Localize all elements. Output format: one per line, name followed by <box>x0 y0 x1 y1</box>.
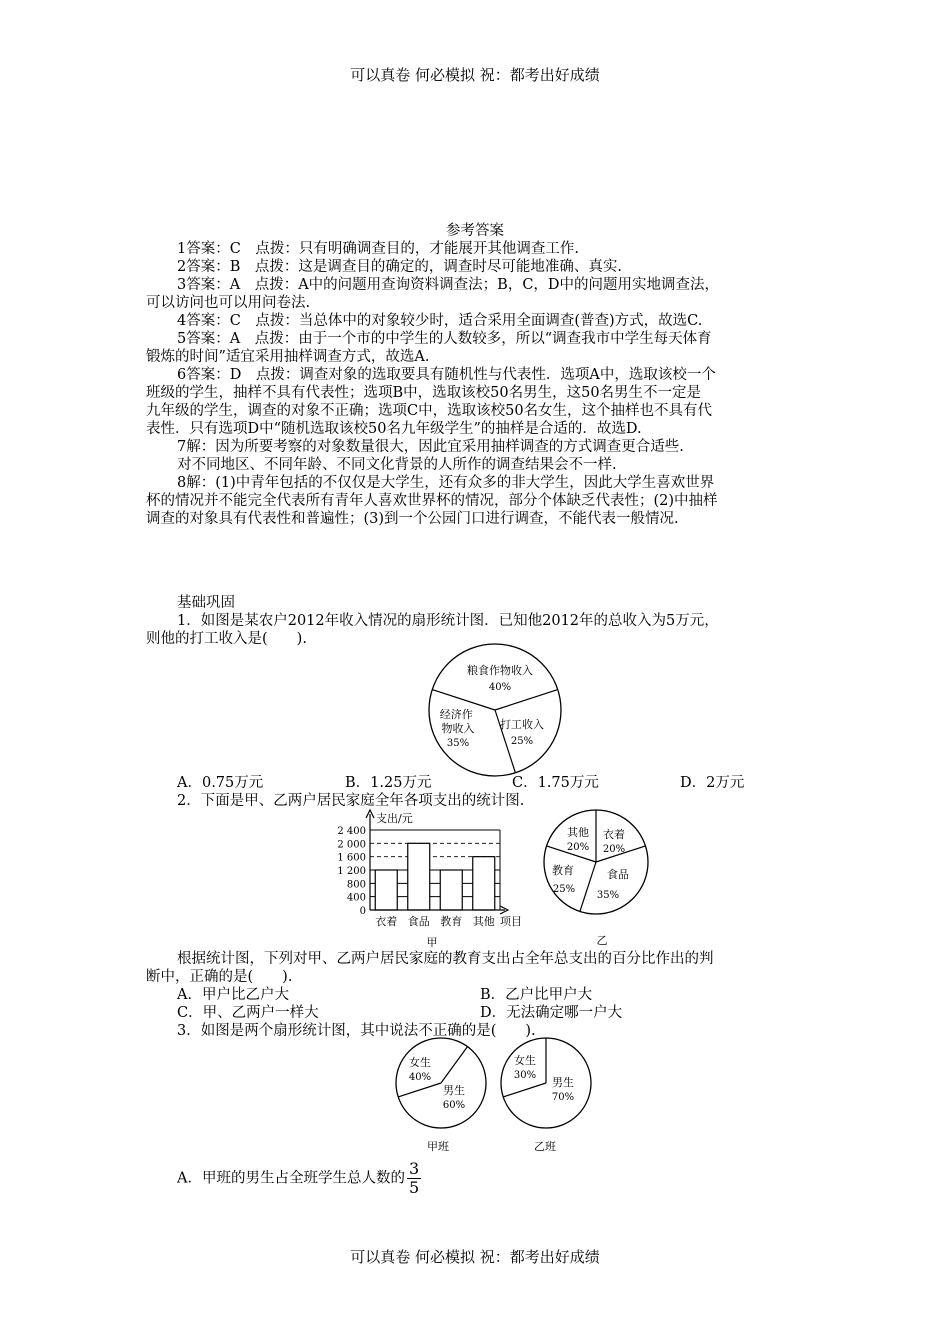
answer-line: 表性．只有选项D中“随机选取该校50名九年级学生”的抽样是合适的．故选D. <box>146 421 642 437</box>
chart-caption: 乙班 <box>534 1140 556 1153</box>
q2-text1: 根据统计图，下列对甲、乙两户居民家庭的教育支出占全年总支出的百分比作出的判 <box>177 951 714 967</box>
slice-value: 40% <box>488 682 512 693</box>
q3-line1: 3．如图是两个扇形统计图，其中说法不正确的是( ). <box>177 1023 536 1039</box>
slice-label-line: 物收入 <box>441 722 475 735</box>
bar-教育 <box>440 870 462 910</box>
q3-option-a-text: A．甲班的男生占全班学生总人数的 <box>177 1170 405 1187</box>
q3-option-a <box>177 1160 421 1198</box>
y-tick-label: 1 600 <box>337 852 366 864</box>
pie-slice-boundary <box>503 1083 546 1097</box>
q1-option-c: C．1.75万元 <box>512 775 599 791</box>
slice-label: 女生 <box>514 1054 536 1067</box>
answer-line: 3答案：A 点拨：A中的问题用查询资料调查法；B，C，D中的问题用实地调查法， <box>177 277 720 293</box>
slice-label: 打工收入 <box>500 718 544 731</box>
y-tick-label: 2 000 <box>337 839 366 851</box>
x-tick-label: 衣着 <box>375 915 398 928</box>
q2-option-b: B．乙户比甲户大 <box>480 987 593 1003</box>
y-tick-label: 2 400 <box>337 826 366 837</box>
slice-value: 40% <box>408 1072 432 1083</box>
answer-line: 对不同地区、不同年龄、不同文化背景的人所作的调查结果会不一样. <box>177 457 617 473</box>
answer-line: 5答案：A 点拨：由于一个市的中学生的人数较多，所以“调查我市中学生每天体育 <box>177 331 712 347</box>
x-tick-label: 教育 <box>440 915 463 928</box>
answer-line: 2答案：B 点拨：这是调查目的确定的，调查时尽可能地准确、真实. <box>177 259 622 275</box>
slice-value: 25% <box>552 884 576 895</box>
q1-option-b: B．1.25万元 <box>345 775 432 791</box>
slice-value: 70% <box>551 1092 575 1103</box>
slice-value: 30% <box>513 1070 537 1081</box>
q2-pie-chart <box>538 808 658 948</box>
x-tick-label: 其他 <box>472 915 495 928</box>
q2-option-a: A．甲户比乙户大 <box>177 987 289 1003</box>
q1-line1: 1．如图是某农户2012年收入情况的扇形统计图．已知他2012年的总收入为5万元， <box>177 613 719 629</box>
q1-option-a: A．0.75万元 <box>177 775 264 791</box>
q2-bar-chart <box>330 808 540 948</box>
answer-line: 1答案：C 点拨：只有明确调查目的，才能展开其他调查工作. <box>177 241 579 257</box>
q2-text2: 断中，正确的是( ). <box>146 969 293 985</box>
fraction-denominator: 5 <box>408 1178 420 1197</box>
y-tick-label: 800 <box>346 879 366 891</box>
answer-line: 锻炼的时间”适宜采用抽样调查方式，故选A. <box>146 349 430 365</box>
chart-caption: 乙 <box>596 934 608 947</box>
q2-option-c: C．甲、乙两户一样大 <box>177 1005 319 1021</box>
slice-label: 教育 <box>552 864 574 877</box>
answers-title: 参考答案 <box>446 223 504 239</box>
section-title: 基础巩固 <box>177 595 235 611</box>
q3-pie-class-a <box>388 1036 498 1154</box>
slice-label: 衣着 <box>603 828 625 841</box>
x-axis-label: 项目 <box>500 915 522 928</box>
answer-line: 九年级的学生，调查的对象不正确；选项C中，选取该校50名女生，这个抽样也不具有代 <box>146 403 713 419</box>
page-footer: 可以真卷 何必模拟 祝：都考出好成绩 <box>350 1248 600 1266</box>
slice-label <box>440 707 477 735</box>
slice-value: 35% <box>596 890 620 901</box>
slice-label: 粮食作物收入 <box>467 664 533 677</box>
bar-食品 <box>408 843 430 910</box>
y-tick-label: 1 200 <box>337 866 366 877</box>
page-header: 可以真卷 何必模拟 祝：都考出好成绩 <box>350 66 600 84</box>
answer-line: 6答案：D 点拨：调查对象的选取要具有随机性与代表性．选项A中，选取该校一个 <box>177 367 716 383</box>
q2-line1: 2．下面是甲、乙两户居民家庭全年各项支出的统计图. <box>177 793 525 809</box>
pie-slice-boundary <box>398 1083 441 1097</box>
slice-value: 25% <box>510 736 534 747</box>
slice-label: 食品 <box>607 868 629 881</box>
pie-slice-boundary <box>580 862 596 911</box>
x-tick-label: 食品 <box>407 915 430 928</box>
answer-line: 7解：因为所要考察的对象数量很大，因此宜采用抽样调查的方式调查更合适些. <box>177 439 684 455</box>
q1-line2: 则他的打工收入是( ). <box>146 631 307 647</box>
answer-line: 班级的学生，抽样不具有代表性；选项B中，选取该校50名男生，这50名男生不一定是 <box>146 385 702 401</box>
slice-value: 60% <box>442 1100 466 1111</box>
fraction-numerator: 3 <box>408 1159 420 1178</box>
slice-label: 男生 <box>552 1076 574 1089</box>
slice-label-line: 经济作 <box>439 708 473 721</box>
q1-option-d: D．2万元 <box>680 775 745 791</box>
y-tick-label: 400 <box>346 892 366 904</box>
y-tick-label: 0 <box>359 906 366 917</box>
bar-衣着 <box>375 870 397 910</box>
slice-value: 35% <box>446 738 470 749</box>
q1-pie-chart <box>420 640 570 780</box>
answer-line: 杯的情况并不能完全代表所有青年人喜欢世界杯的情况，部分个体缺乏代表性；(2)中抽样 <box>146 493 718 509</box>
y-axis-label: 支出/元 <box>376 812 413 825</box>
q2-option-d: D．无法确定哪一户大 <box>480 1005 623 1021</box>
bar-其他 <box>473 857 495 910</box>
answer-line: 8解：(1)中青年包括的不仅仅是大学生，还有众多的非大学生，因此大学生喜欢世界 <box>177 475 715 491</box>
fraction <box>407 1160 421 1197</box>
answer-line: 调查的对象具有代表性和普遍性；(3)到一个公园门口进行调查，不能代表一般情况. <box>146 511 679 527</box>
slice-value: 20% <box>566 842 590 853</box>
chart-caption: 甲班 <box>427 1140 449 1153</box>
answer-line: 可以访问也可以用问卷法. <box>146 295 311 311</box>
slice-label: 其他 <box>567 826 589 839</box>
chart-caption: 甲 <box>426 936 438 948</box>
pie-slice-boundary <box>432 690 495 710</box>
slice-label: 男生 <box>443 1084 465 1097</box>
answer-line: 4答案：C 点拨：当总体中的对象较少时，适合采用全面调查(普查)方式，故选C. <box>177 313 703 329</box>
slice-value: 20% <box>602 844 626 855</box>
pie-slice-boundary <box>441 1047 467 1083</box>
slice-label: 女生 <box>409 1056 431 1069</box>
q3-pie-class-b <box>493 1036 603 1154</box>
